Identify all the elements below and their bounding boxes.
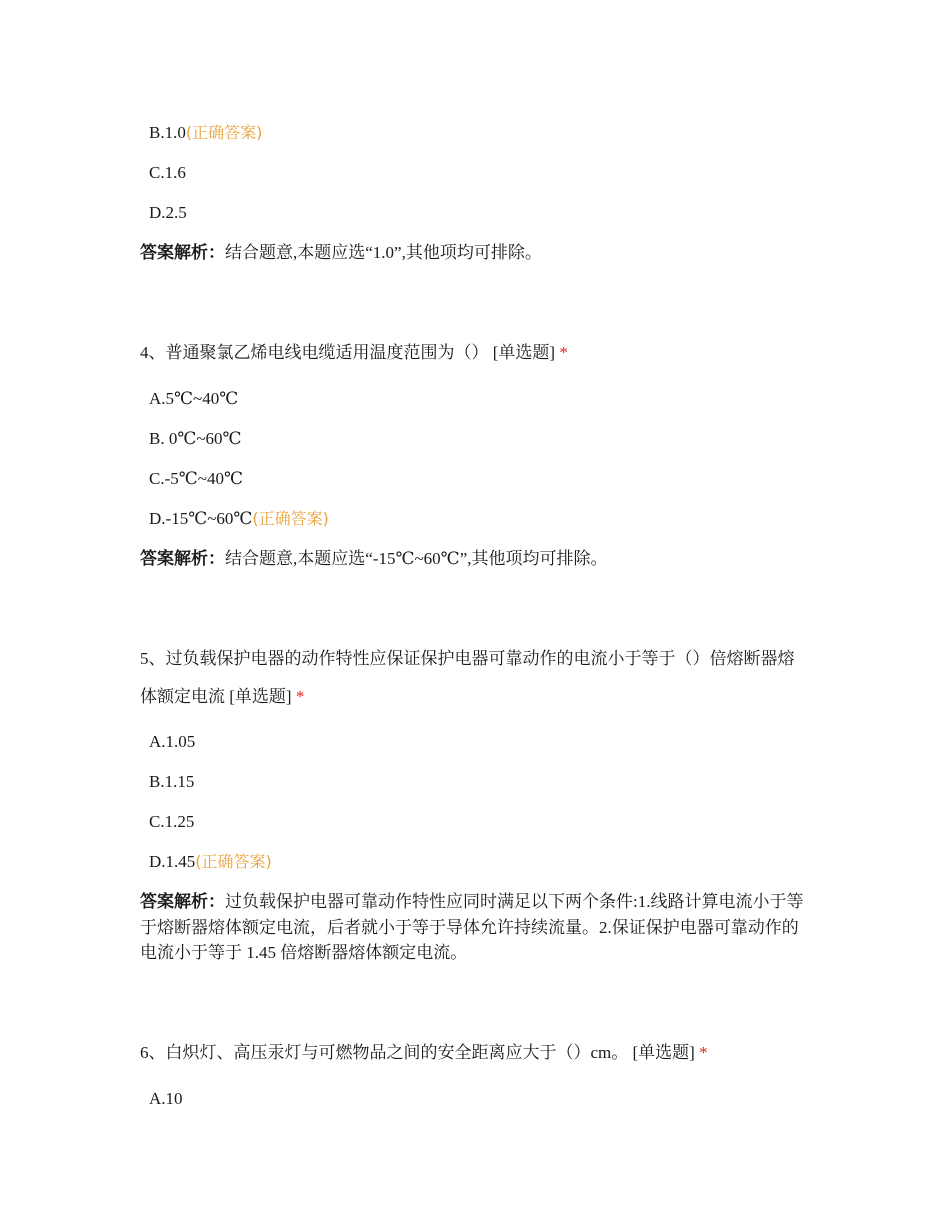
option-text: A.10 (149, 1089, 183, 1108)
question-text: 6、白炽灯、高压汞灯与可燃物品之间的安全距离应大于（）cm。 [单选题] (140, 1043, 695, 1062)
q4-option-a (149, 388, 238, 410)
option-text: D.1.45 (149, 852, 196, 871)
option-text: C.-5℃~40℃ (149, 469, 243, 488)
q6-option-a (149, 1088, 183, 1110)
option-text: A.5℃~40℃ (149, 389, 239, 408)
q5-option-d (149, 851, 272, 873)
q6-title (140, 1034, 820, 1072)
correct-answer-tag: (正确答案) (252, 509, 329, 528)
option-text: B. 0℃~60℃ (149, 429, 242, 448)
explanation-text: 结合题意,本题应选“-15℃~60℃”,其他项均可排除。 (225, 549, 608, 568)
option-text: D.2.5 (149, 203, 187, 222)
option-text: A.1.05 (149, 732, 196, 751)
option-text: D.-15℃~60℃ (149, 509, 253, 528)
q4-option-d (149, 508, 329, 530)
required-marker: * (559, 343, 568, 362)
q5-option-a (149, 731, 195, 753)
option-text: C.1.6 (149, 163, 186, 182)
required-marker: * (295, 687, 305, 706)
option-text: C.1.25 (149, 812, 195, 831)
explanation-text: 结合题意,本题应选“1.0”,其他项均可排除。 (225, 243, 542, 262)
q4-option-b (149, 428, 242, 450)
correct-answer-tag: (正确答案) (185, 123, 263, 142)
q5-title (140, 640, 810, 716)
q5-option-c (149, 811, 194, 833)
q5-option-b (149, 771, 194, 793)
question-text: 4、普通聚氯乙烯电线电缆适用温度范围为（） [单选题] (140, 343, 556, 362)
explanation-label: 答案解析： (140, 243, 225, 263)
q4-explanation (140, 546, 820, 572)
q3-option-b (149, 122, 262, 144)
q4-option-c (149, 468, 243, 490)
explanation-text: 过负载保护电器可靠动作特性应同时满足以下两个条件:1.线路计算电流小于等于熔断器熔体额定电流，后者就小于等于导体允许持续流量。2.保证保护电器可靠动作的电流小于等于 1.45 倍熔断器熔体额定电流。 (140, 892, 804, 962)
explanation-label: 答案解析： (140, 892, 225, 912)
question-text: 5、过负载保护电器的动作特性应保证保护电器可靠动作的电流小于等于（）倍熔断器熔体额定电流 [单选题] (140, 649, 795, 706)
q3-option-d (149, 202, 187, 224)
explanation-label: 答案解析： (140, 549, 225, 569)
required-marker: * (699, 1043, 708, 1062)
q5-explanation (140, 889, 808, 965)
q4-title (140, 334, 820, 372)
q3-option-c (149, 162, 186, 184)
correct-answer-tag: (正确答案) (195, 852, 272, 871)
option-text: B.1.15 (149, 772, 195, 791)
option-text: B.1.0 (149, 123, 186, 142)
q3-explanation (140, 240, 820, 266)
